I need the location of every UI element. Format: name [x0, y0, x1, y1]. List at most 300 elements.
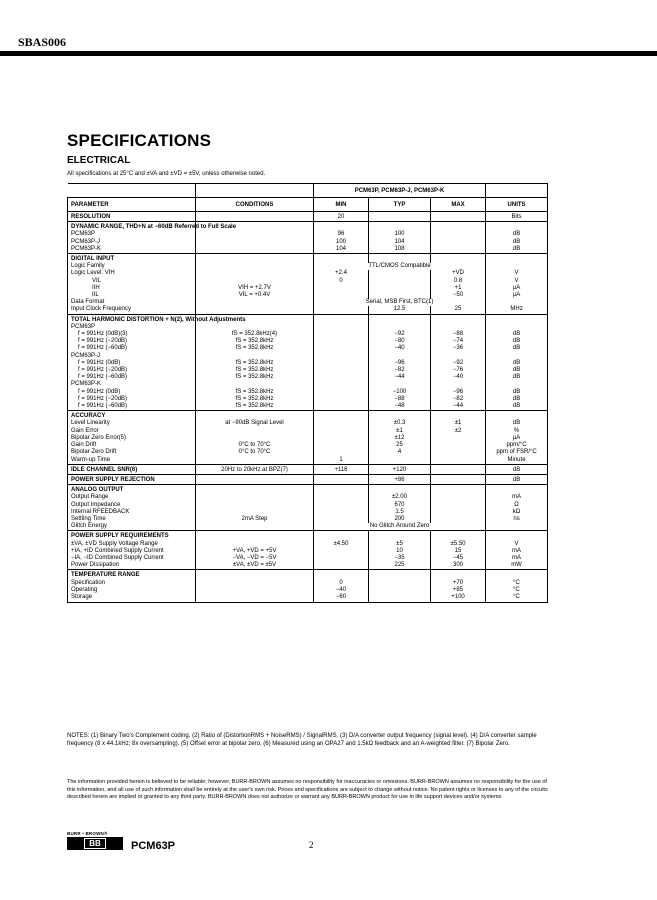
conditions-cell [196, 474, 314, 484]
conditions-cell: fS = 352.8kHz [196, 345, 314, 352]
max-cell [431, 254, 486, 264]
conditions-cell [196, 523, 314, 531]
conditions-cell [196, 263, 314, 270]
min-cell [314, 338, 369, 345]
table-row [68, 555, 548, 562]
units-cell: Ω [486, 502, 548, 509]
max-cell: −76 [431, 367, 486, 374]
min-cell [314, 442, 369, 449]
min-cell [314, 353, 369, 360]
table-row [68, 411, 548, 421]
param-cell: Input Clock Frequency [68, 306, 196, 314]
max-cell [431, 457, 486, 465]
units-cell: mA [486, 555, 548, 562]
table-row [68, 324, 548, 331]
typ-cell [369, 314, 431, 324]
table-row [68, 428, 548, 435]
typ-cell: 670 [369, 502, 431, 509]
conditions-cell: 0°C to 70°C [196, 442, 314, 449]
units-cell [486, 222, 548, 232]
min-cell [314, 254, 369, 264]
conditions-cell [196, 381, 314, 388]
min-cell [314, 502, 369, 509]
conditions-cell [196, 246, 314, 254]
max-cell [431, 222, 486, 232]
table-row [68, 338, 548, 345]
col-header-typ: TYP [369, 198, 431, 212]
table-row [68, 345, 548, 352]
min-cell [314, 285, 369, 292]
param-cell: Logic Level: VIH [68, 270, 196, 277]
min-cell [314, 570, 369, 580]
param-cell: DIGITAL INPUT [68, 254, 196, 264]
units-cell: °C [486, 587, 548, 594]
typ-cell [369, 292, 431, 299]
min-cell: −60 [314, 594, 369, 603]
units-cell: dB [486, 338, 548, 345]
max-cell: −92 [431, 360, 486, 367]
conditions-cell: VIH = +2.7V [196, 285, 314, 292]
min-cell: 104 [314, 246, 369, 254]
units-cell: dB [486, 345, 548, 352]
conditions-cell: +VA, +VD = +5V [196, 548, 314, 555]
param-cell: Gain Error [68, 428, 196, 435]
param-cell: Storage [68, 594, 196, 603]
param-cell: Logic Family [68, 263, 196, 270]
units-cell: dB [486, 420, 548, 427]
min-cell [314, 396, 369, 403]
param-cell: Bipolar Zero Drift [68, 449, 196, 456]
typ-cell: −82 [369, 367, 431, 374]
conditions-cell [196, 299, 314, 306]
units-cell: mA [486, 548, 548, 555]
max-cell [431, 531, 486, 541]
typ-cell [369, 457, 431, 465]
typ-cell: 200 [369, 516, 431, 523]
conditions-cell [196, 353, 314, 360]
units-cell: MHz [486, 306, 548, 314]
typ-cell: 1.5 [369, 509, 431, 516]
param-cell: IDLE CHANNEL SNR(6) [68, 464, 196, 474]
param-cell: Settling Time [68, 516, 196, 523]
typ-cell: 100 [369, 231, 431, 238]
units-cell: Bits [486, 212, 548, 222]
max-cell [431, 231, 486, 238]
min-cell [314, 548, 369, 555]
max-cell: −96 [431, 389, 486, 396]
min-cell [314, 331, 369, 338]
param-cell: Internal RFEEDBACK [68, 509, 196, 516]
max-cell: 15 [431, 548, 486, 555]
min-cell: 0 [314, 580, 369, 587]
typ-cell [369, 324, 431, 331]
conditions-cell [196, 212, 314, 222]
conditions-cell: fS = 352.8kHz [196, 374, 314, 381]
max-cell: +VD [431, 270, 486, 277]
units-cell: ns [486, 516, 548, 523]
units-cell [486, 254, 548, 264]
min-cell: 1 [314, 457, 369, 465]
typ-cell [369, 285, 431, 292]
max-cell [431, 474, 486, 484]
units-cell: V [486, 541, 548, 548]
table-row [68, 231, 548, 238]
min-cell: −40 [314, 587, 369, 594]
table-row [68, 389, 548, 396]
param-cell: PCM63P-J [68, 353, 196, 360]
min-cell [314, 381, 369, 388]
conditions-cell: −VA, −VD = −5V [196, 555, 314, 562]
param-cell: f = 991Hz (0dB) [68, 360, 196, 367]
table-row [68, 474, 548, 484]
param-cell: IIL [68, 292, 196, 299]
units-cell: dB [486, 239, 548, 246]
units-cell: dB [486, 474, 548, 484]
table-row [68, 509, 548, 516]
typ-cell [369, 381, 431, 388]
max-cell: +100 [431, 594, 486, 603]
units-cell [486, 299, 548, 306]
typ-cell: 25 [369, 442, 431, 449]
typ-cell [369, 254, 431, 264]
typ-cell [369, 570, 431, 580]
conditions-cell [196, 587, 314, 594]
logo-wordmark: BURR • BROWN® [67, 831, 108, 836]
units-cell: dB [486, 374, 548, 381]
max-cell [431, 324, 486, 331]
units-cell: µA [486, 292, 548, 299]
units-cell [486, 353, 548, 360]
max-cell: −88 [431, 331, 486, 338]
spec-conditions-intro: All specifications at 25°C and ±VA and ±VD = ±5V, unless otherwise noted. [67, 171, 266, 177]
units-cell [486, 263, 548, 270]
table-column-header-row [68, 198, 548, 212]
min-cell [314, 367, 369, 374]
max-cell: 300 [431, 562, 486, 570]
min-cell: 96 [314, 231, 369, 238]
param-cell: f = 991Hz (−60dB) [68, 403, 196, 411]
table-row [68, 531, 548, 541]
typ-cell: 12.5 [369, 306, 431, 314]
units-cell: V [486, 270, 548, 277]
merged-value-cell: Serial, MSB First, BTC(1) [314, 299, 486, 306]
table-row [68, 403, 548, 411]
min-cell [314, 474, 369, 484]
param-cell: ACCURACY [68, 411, 196, 421]
param-cell: f = 991Hz (−20dB) [68, 338, 196, 345]
min-cell [314, 485, 369, 495]
param-cell: f = 991Hz (0dB)(3) [68, 331, 196, 338]
param-cell: VIL [68, 278, 196, 285]
param-cell: Bipolar Zero Error(5) [68, 435, 196, 442]
max-cell [431, 494, 486, 501]
param-cell: PCM63P [68, 231, 196, 238]
typ-cell: ±1 [369, 428, 431, 435]
typ-cell: −96 [369, 360, 431, 367]
typ-cell: −35 [369, 555, 431, 562]
conditions-cell [196, 254, 314, 264]
param-cell: f = 991Hz (−20dB) [68, 367, 196, 374]
typ-cell: ±5 [369, 541, 431, 548]
units-cell: ppm of FSR/°C [486, 449, 548, 456]
param-cell: RESOLUTION [68, 212, 196, 222]
max-cell: +85 [431, 587, 486, 594]
units-cell: µA [486, 435, 548, 442]
min-cell [314, 494, 369, 501]
legal-disclaimer: The information provided herein is believed to be reliable; however, BURR-BROWN assumes no responsibility for inaccuracies or omissions. BURR-BROWN assumes no responsibility for the use of this information, and all use of such information shall be entirely at the user's own risk. Prices and specifications are subject to change without notice. No patent rights or licenses to any of the circuits described herein are implied or granted to any third party. BURR-BROWN does not authorize or warrant any BURR-BROWN product for use in life support devices and/or systems. [67, 779, 548, 801]
param-cell: IIH [68, 285, 196, 292]
param-cell: −IA, −ID Combined Supply Current [68, 555, 196, 562]
conditions-cell [196, 457, 314, 465]
table-row [68, 331, 548, 338]
conditions-cell [196, 580, 314, 587]
table-row [68, 299, 548, 306]
units-cell [486, 485, 548, 495]
param-cell: f = 991Hz (−60dB) [68, 374, 196, 381]
units-cell: dB [486, 389, 548, 396]
units-cell: dB [486, 403, 548, 411]
header-rule [0, 51, 657, 56]
table-row [68, 278, 548, 285]
param-cell: Output Range [68, 494, 196, 501]
typ-cell [369, 411, 431, 421]
max-cell: −45 [431, 555, 486, 562]
units-cell: dB [486, 464, 548, 474]
param-cell: ±VA, ±VD Supply Voltage Range [68, 541, 196, 548]
max-cell [431, 435, 486, 442]
table-row [68, 580, 548, 587]
page-title: SPECIFICATIONS [67, 131, 212, 150]
table-row [68, 314, 548, 324]
typ-cell: −92 [369, 331, 431, 338]
table-row [68, 239, 548, 246]
conditions-cell [196, 485, 314, 495]
param-cell: f = 991Hz (−60dB) [68, 345, 196, 352]
max-cell [431, 212, 486, 222]
conditions-cell [196, 428, 314, 435]
max-cell: 25 [431, 306, 486, 314]
param-cell: Operating [68, 587, 196, 594]
units-cell [486, 411, 548, 421]
table-row [68, 212, 548, 222]
max-cell [431, 314, 486, 324]
typ-cell [369, 587, 431, 594]
table-row [68, 246, 548, 254]
max-cell [431, 449, 486, 456]
table-row [68, 464, 548, 474]
param-cell: PCM63P-K [68, 381, 196, 388]
table-row [68, 485, 548, 495]
logo-bb-mark: BB [67, 837, 123, 850]
max-cell [431, 246, 486, 254]
conditions-cell: fS = 352.8kHz [196, 338, 314, 345]
col-header-max: MAX [431, 198, 486, 212]
min-cell [314, 435, 369, 442]
col-header-units: UNITS [486, 198, 548, 212]
units-cell: % [486, 428, 548, 435]
col-header-parameter: PARAMETER [68, 198, 196, 212]
param-cell: Data Format [68, 299, 196, 306]
units-cell: µA [486, 285, 548, 292]
units-cell: kΩ [486, 509, 548, 516]
units-cell [486, 381, 548, 388]
col-header-conditions: CONDITIONS [196, 198, 314, 212]
conditions-cell [196, 324, 314, 331]
max-cell: −40 [431, 374, 486, 381]
min-cell [314, 531, 369, 541]
conditions-cell [196, 509, 314, 516]
param-cell: PCM63P-J [68, 239, 196, 246]
doc-code: SBAS006 [18, 35, 67, 49]
units-cell [486, 314, 548, 324]
min-cell [314, 306, 369, 314]
table-row [68, 353, 548, 360]
table-row [68, 381, 548, 388]
param-cell: TEMPERATURE RANGE [68, 570, 196, 580]
conditions-cell [196, 494, 314, 501]
table-row [68, 541, 548, 548]
min-cell: 0 [314, 278, 369, 285]
param-cell: PCM63P [68, 324, 196, 331]
max-cell [431, 381, 486, 388]
min-cell: +2.4 [314, 270, 369, 277]
units-cell: Minute [486, 457, 548, 465]
param-cell: DYNAMIC RANGE, THD+N at −60dB Referred to Full Scale [68, 222, 196, 232]
table-row [68, 570, 548, 580]
conditions-cell: at −90dB Signal Level [196, 420, 314, 427]
typ-cell [369, 278, 431, 285]
typ-cell [369, 222, 431, 232]
min-cell [314, 222, 369, 232]
conditions-cell: fS = 352.8kHz [196, 396, 314, 403]
conditions-cell: fS = 352.8kHz [196, 389, 314, 396]
units-cell: °C [486, 594, 548, 603]
max-cell: −82 [431, 396, 486, 403]
max-cell [431, 502, 486, 509]
typ-cell: −44 [369, 374, 431, 381]
conditions-cell [196, 239, 314, 246]
max-cell: ±5.50 [431, 541, 486, 548]
max-cell: −50 [431, 292, 486, 299]
conditions-cell: fS = 352.8kHz [196, 403, 314, 411]
param-cell: Output Impedance [68, 502, 196, 509]
typ-cell: −100 [369, 389, 431, 396]
typ-cell [369, 594, 431, 603]
table-row [68, 594, 548, 603]
min-cell: ±4.50 [314, 541, 369, 548]
table-row [68, 457, 548, 465]
units-cell [486, 523, 548, 531]
table-row [68, 523, 548, 531]
typ-cell: −40 [369, 345, 431, 352]
table-row [68, 396, 548, 403]
section-subtitle: ELECTRICAL [67, 155, 131, 166]
typ-cell [369, 485, 431, 495]
typ-cell: 10 [369, 548, 431, 555]
max-cell: +70 [431, 580, 486, 587]
table-notes: NOTES: (1) Binary Two's Complement coding. (2) Ratio of (DistortionRMS + NoiseRMS) / SignalRMS. (3) D/A converter output frequency (signal level). (4) D/A converter sample frequency (8 x 44.1kHz; 8x oversampling). (5) Offset error at bipolar zero. (6) Measured using an OPA27 and 1.5kΩ feedback and an A-weighted filter. (7) Bipolar Zero. [67, 733, 537, 747]
max-cell [431, 411, 486, 421]
param-cell: TOTAL HARMONIC DISTORTION + N(2), Without Adjustments [68, 314, 196, 324]
conditions-cell: fS = 352.8kHz [196, 360, 314, 367]
min-cell [314, 292, 369, 299]
conditions-cell [196, 531, 314, 541]
min-cell: 20 [314, 212, 369, 222]
param-cell: Gain Drift [68, 442, 196, 449]
table-row [68, 360, 548, 367]
typ-cell: −48 [369, 403, 431, 411]
table-row [68, 254, 548, 264]
param-cell: Specification [68, 580, 196, 587]
table-row [68, 222, 548, 232]
param-cell: POWER SUPPLY REJECTION [68, 474, 196, 484]
units-cell: mW [486, 562, 548, 570]
min-cell [314, 314, 369, 324]
table-row [68, 306, 548, 314]
typ-cell: 4 [369, 449, 431, 456]
typ-cell: +120 [369, 464, 431, 474]
max-cell: 0.8 [431, 278, 486, 285]
merged-value-cell: TTL/CMOS Compatible [314, 263, 486, 270]
typ-cell: ±12 [369, 435, 431, 442]
units-cell: dB [486, 331, 548, 338]
typ-cell: +86 [369, 474, 431, 484]
param-cell: Warm-up Time [68, 457, 196, 465]
typ-cell: 225 [369, 562, 431, 570]
min-cell [314, 411, 369, 421]
table-row [68, 442, 548, 449]
min-cell [314, 555, 369, 562]
conditions-cell [196, 570, 314, 580]
conditions-cell [196, 435, 314, 442]
table-row [68, 587, 548, 594]
conditions-cell [196, 231, 314, 238]
conditions-cell [196, 541, 314, 548]
min-cell [314, 389, 369, 396]
table-row [68, 270, 548, 277]
typ-cell: 108 [369, 246, 431, 254]
conditions-cell [196, 502, 314, 509]
min-cell: +116 [314, 464, 369, 474]
table-row [68, 420, 548, 427]
max-cell [431, 239, 486, 246]
table-row [68, 502, 548, 509]
conditions-cell: ±VA, ±VD = ±5V [196, 562, 314, 570]
param-cell: Level Linearity [68, 420, 196, 427]
units-cell: °C [486, 580, 548, 587]
spec-table [67, 183, 548, 603]
max-cell [431, 570, 486, 580]
typ-cell [369, 212, 431, 222]
max-cell: ±2 [431, 428, 486, 435]
min-cell [314, 374, 369, 381]
typ-cell: −88 [369, 396, 431, 403]
table-row [68, 562, 548, 570]
product-group-header: PCM63P, PCM63P-J, PCM63P-K [314, 184, 486, 198]
min-cell [314, 509, 369, 516]
units-cell [486, 324, 548, 331]
table-row [68, 548, 548, 555]
param-cell: ANALOG OUTPUT [68, 485, 196, 495]
units-cell: ppm/°C [486, 442, 548, 449]
table-row [68, 449, 548, 456]
units-cell: dB [486, 367, 548, 374]
typ-cell: ±2.00 [369, 494, 431, 501]
units-cell: dB [486, 396, 548, 403]
table-row [68, 285, 548, 292]
typ-cell [369, 531, 431, 541]
param-cell: POWER SUPPLY REQUIREMENTS [68, 531, 196, 541]
